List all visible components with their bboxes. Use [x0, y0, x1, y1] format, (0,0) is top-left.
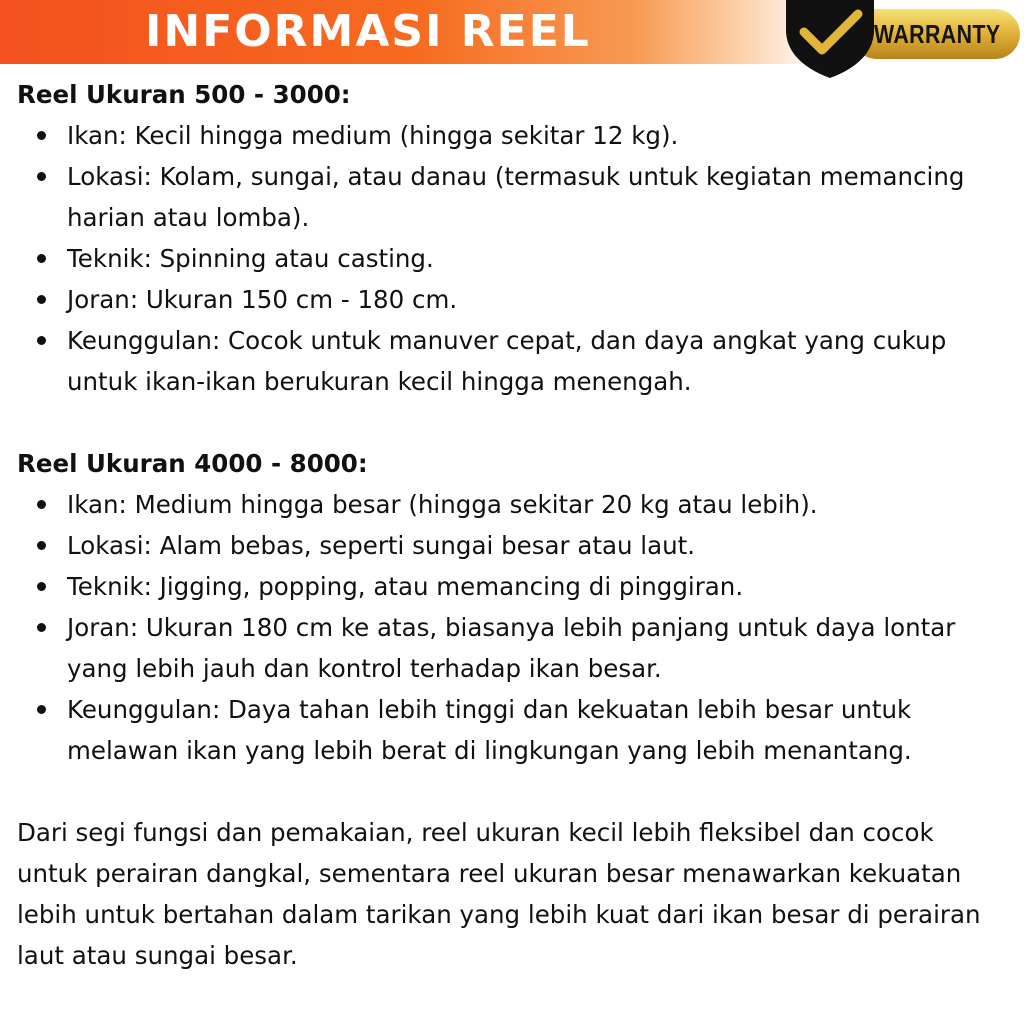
section-large-reel	[17, 443, 1007, 771]
list-item: Keunggulan: Daya tahan lebih tinggi dan kekuatan lebih besar untuk melawan ikan yang lebih berat di lingkungan yang lebih menantang.	[17, 689, 1007, 771]
check-shield-icon	[782, 0, 878, 80]
page-title: INFORMASI REEL	[145, 6, 591, 57]
section-heading: Reel Ukuran 500 - 3000:	[17, 80, 351, 109]
list-item: Ikan: Kecil hingga medium (hingga sekitar 12 kg).	[17, 115, 1007, 156]
section-heading: Reel Ukuran 4000 - 8000:	[17, 449, 368, 478]
list-item: Lokasi: Alam bebas, seperti sungai besar atau laut.	[17, 525, 1007, 566]
content	[17, 74, 1007, 976]
bullet-list	[17, 115, 1007, 402]
list-item: Ikan: Medium hingga besar (hingga sekitar 20 kg atau lebih).	[17, 484, 1007, 525]
list-item: Joran: Ukuran 150 cm - 180 cm.	[17, 279, 1007, 320]
bullet-list	[17, 484, 1007, 771]
list-item: Joran: Ukuran 180 cm ke atas, biasanya lebih panjang untuk daya lontar yang lebih jauh dan kontrol terhadap ikan besar.	[17, 607, 1007, 689]
closing-paragraph: Dari segi fungsi dan pemakaian, reel ukuran kecil lebih fleksibel dan cocok untuk perairan dangkal, sementara reel ukuran besar menawarkan kekuatan lebih untuk bertahan dalam tarikan yang lebih kuat dari ikan besar di perairan laut atau sungai besar.	[17, 818, 981, 970]
list-item: Keunggulan: Cocok untuk manuver cepat, dan daya angkat yang cukup untuk ikan-ikan berukuran kecil hingga menengah.	[17, 320, 1007, 402]
warranty-label: WARRANTY	[874, 19, 1001, 49]
list-item: Teknik: Spinning atau casting.	[17, 238, 1007, 279]
warranty-badge	[782, 0, 1024, 80]
section-small-reel	[17, 74, 1007, 402]
list-item: Teknik: Jigging, popping, atau memancing di pinggiran.	[17, 566, 1007, 607]
list-item: Lokasi: Kolam, sungai, atau danau (termasuk untuk kegiatan memancing harian atau lomba).	[17, 156, 1007, 238]
